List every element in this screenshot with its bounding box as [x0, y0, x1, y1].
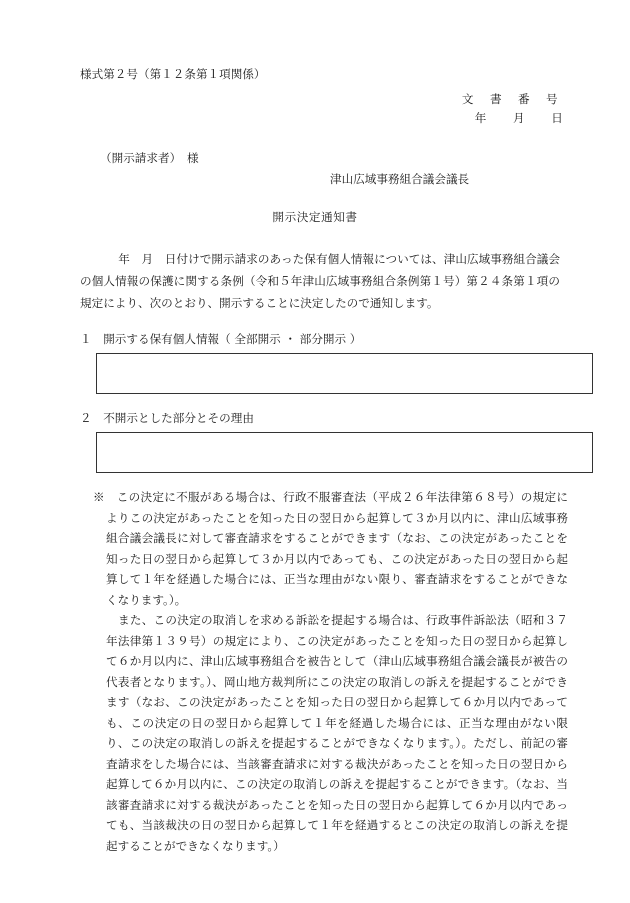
body-text: 年 月 日付けで開示請求のあった保有個人情報については、津山広域事務組合議会の個人情報の保護に関する条例（令和５年津山広域事務組合条例第１号）第２４条第１項の規定により、次のとおり、開示することに決定したので通知します。 [80, 252, 560, 310]
appeal-notice [80, 487, 568, 856]
document-number-label: 文 書 番 号 [461, 92, 564, 106]
appeal-notice-paragraph-2: また、この決定の取消しを求める訴訟を提起する場合は、行政事件訴訟法（昭和３７年法律第１３９号）の規定により、この決定があったことを知った日の翌日から起算して６か月以内に、津山広域事務組合を被告として（津山広域事務組合議会議長が被告の代表者となります。）、岡山地方裁判所にこの決定の取消しの訴えを提起することができます（なお、この決定があったことを知った日の翌日から起算して６か月以内であっても、この決定の日の翌日から起算して１年を経過した場合には、正当な理由がない限り、この決定の取消しの訴えを提起することができなくなります。）。ただし、前記の審査請求をした場合には、当該審査請求に対する裁決があったことを知った日の翌日から起算して６か月以内に、この決定の取消しの訴えを提起することができます。（なお、当該審査請求に対する裁決があったことを知った日の翌日から起算して６か月以内であっても、当該裁決の日の翌日から起算して１年を経過するとこの決定の取消しの訴えを提起することができなくなります。） [106, 613, 568, 853]
undisclosed-reason-box[interactable] [96, 432, 593, 473]
item-undisclosed-reason-label: ２ 不開示とした部分とその理由 [80, 411, 254, 425]
appeal-notice-paragraph-1: ※ この決定に不服がある場合は、行政不服審査法（平成２６年法律第６８号）の規定によりこの決定があったことを知った日の翌日から起算して３か月以内に、津山広域事務組合議会議長に対して審査請求をすることができます（なお、この決定があったことを知った日の翌日から起算して３か月以内であっても、この決定があった日の翌日から起算して１年を経過した場合には、正当な理由がない限り、審査請求をすることができなくなります。）。 [93, 490, 568, 607]
disclosed-info-box[interactable] [96, 353, 593, 394]
item-disclosed-info-label: １ 開示する保有個人情報（ 全部開示 ・ 部分開示 ） [80, 332, 362, 346]
sender: 津山広域事務組合議会議長 [330, 172, 470, 186]
date-label: 年 月 日 [474, 111, 564, 125]
document-title: 開示決定通知書 [272, 210, 358, 224]
addressee: （開示請求者） 様 [100, 151, 199, 165]
form-number: 様式第２号（第１２条第１項関係） [80, 67, 266, 81]
